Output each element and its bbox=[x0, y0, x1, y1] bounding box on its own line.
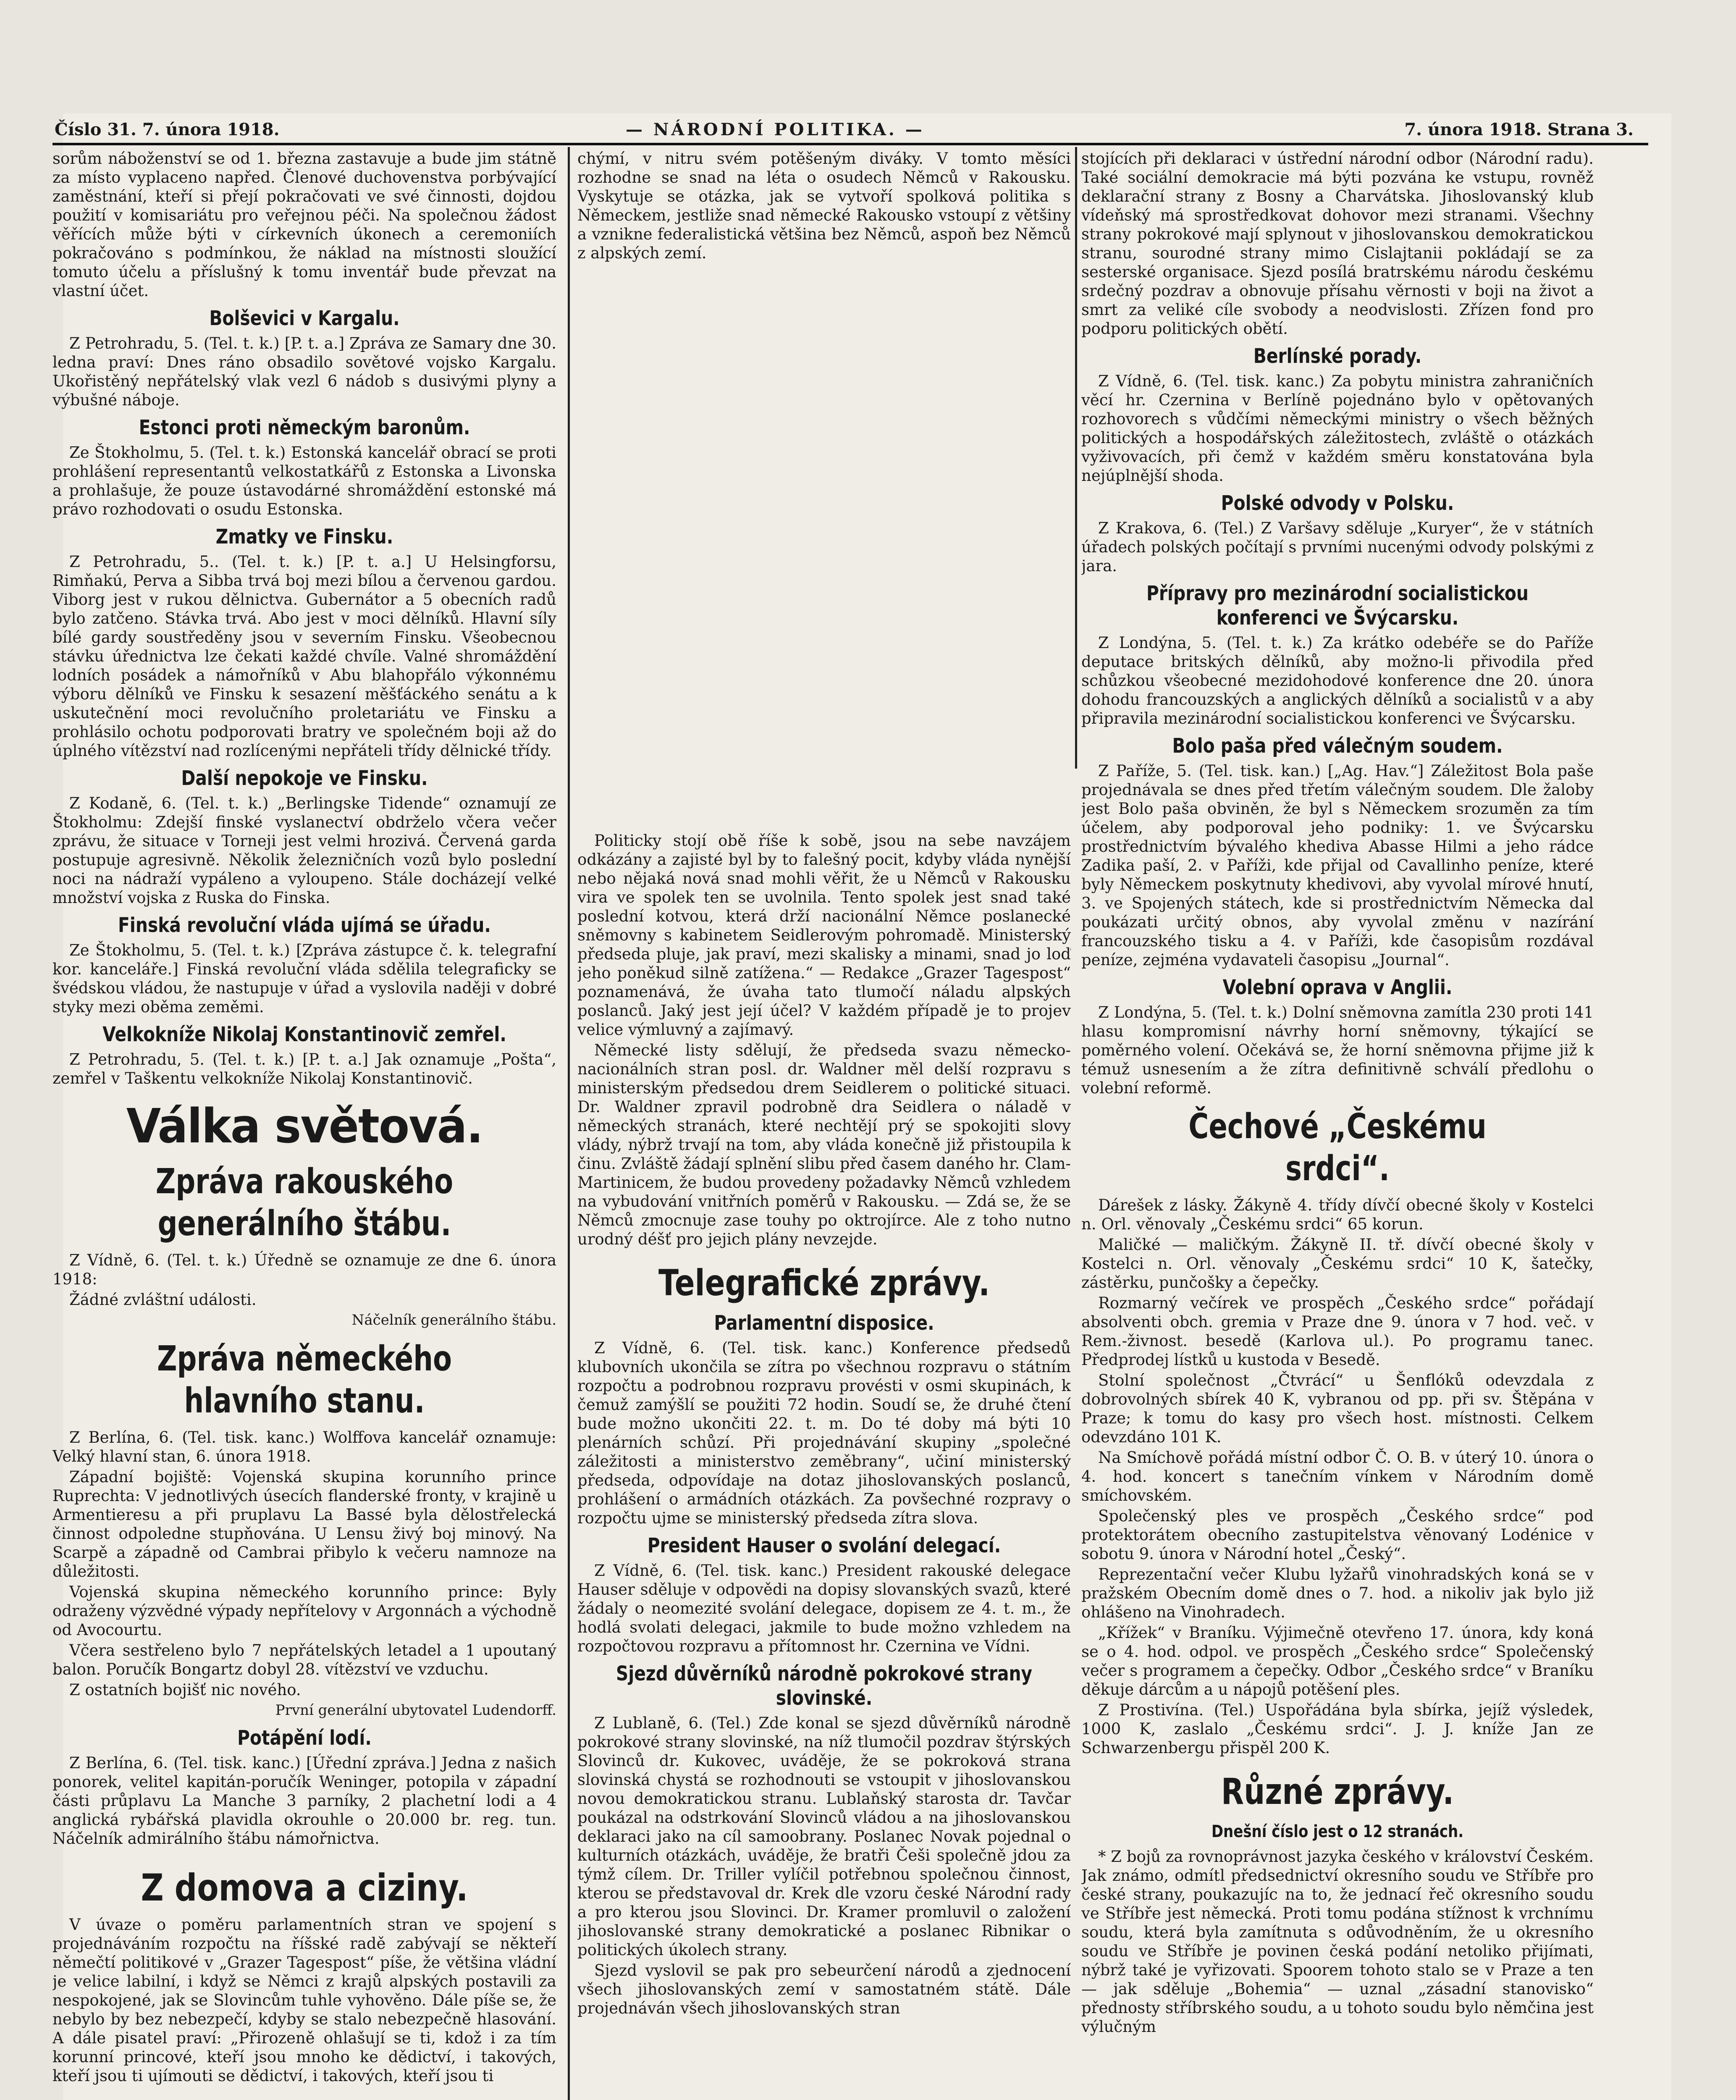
article-text: Z Krakova, 6. (Tel.) Z Varšavy sděluje „Kuryer“, že v státních úřadech polských počítají s prvními nucenými odvody polskými z jara. bbox=[1081, 519, 1594, 575]
headline: Přípravy pro mezinárodní socialistickou konferenci ve Švýcarsku. bbox=[1146, 582, 1529, 630]
article-text: Z Petrohradu, 5.. (Tel. t. k.) [P. t. a.] U Helsingforsu, Rimňakú, Perva a Sibba trvá boj mezi bílou a červenou gardou. Viborg jest v rukou dělnictva. Gubernátor a 5 obecních radů bylo zatčeno. Stávka trvá. Abo jest v moci dělníků. Hlavní síly bílé gardy soustředěny jsou v severním Finsku. Všeobecnou stávku úřednictva lze čekati každé chvíle. Valné shromáždění lodních posádek a námořníků v Abu blahopřálo výkonnému výboru dělníků ve Finsku k sesazení měšťáckého senátu a k uskutečnění moci revolučního proletariátu ve Finsku a prohlásilo ochotu podporovati bratry ve společném boji až do úplného vítězství nad rozlícenými nepřáteli třídy dělnické třídy. bbox=[52, 553, 556, 760]
article-text: Politicky stojí obě říše k sobě, jsou na sebe navzájem odkázány a zajisté byl by to falešný pocit, kdyby vláda nynější nebo nějaká nová snad mohli věřit, že u Němců v Rakousku vira ve spolek ten se uvolnila. Tento spolek jest snad také poslední kotvou, která drží nacionální Němce poslanecké sněmovny s kabinetem Seidlerovým pohromadě. Ministerský předseda pluje, jak praví, mezi skalisky a minami, snad jo loď jeho poněkud silně zatížena.“ — Redakce „Grazer Tagespost“ poznamenává, že úvaha tato tlumočí náladu alpských poslanců. Jaký jest její účel? V každém případě je to projev velice výmluvný a zajímavý. bbox=[577, 832, 1071, 1039]
article-text: Z Vídně, 6. (Tel. tisk. kanc.) President rakouské delegace Hauser sděluje v odpovědi na dopisy slovanských svazů, které žádaly o neomezité svolání delegace, dopisem ze 4. t. m., že hodlá svolati delegaci, jakmile to bude možno vzhledem na rozpočtovou rozpravu a přítomnost hr. Czernina ve Vídni. bbox=[577, 1562, 1071, 1655]
headline: Berlínské porady. bbox=[1253, 344, 1422, 368]
article-text: Ze Štokholmu, 5. (Tel. t. k.) Estonská kancelář obrací se proti prohlášení representantů velkostatkářů z Estonska a Livonska a prohlašuje, že pouze ústavodárné shromáždění estonské má právo rozhodovati o osudu Estonska. bbox=[52, 444, 556, 518]
blank-area bbox=[577, 264, 1071, 831]
article-text: Z Vídně, 6. (Tel. tisk. kanc.) Za pobytu ministra zahraničních věcí hr. Czernina v Berlíně pojednáno bylo v opětovaných rozhovorech s vůdčími německými ministry o všech běžných politických a hospodářských záležitostech, zvláště o otázkách vyživovacích, při čemž v každém směru konstatována byla nejúplnější shoda. bbox=[1081, 372, 1594, 485]
article-text: Německé listy sdělují, že předseda svazu německo-nacionálních stran posl. dr. Waldner měl delší rozpravu s ministerským předsedou drem Seidlerem o politické situaci. Dr. Waldner zpravil podrobně dra Seidlera o náladě v německých stranách, které nechtějí prý se spokojiti slovy vlády, nýbrž trvají na tom, aby vláda konečně již přistoupila k činu. Zvláště žádají splnění slibu před časem daného hr. Clam-Martinicem, že budou provedeny požadavky Němců vzhledem na vybudování vnitřních poměrů v Rakousku. — Zdá se, že se Němců zmocnuje zase touhy po oktrojírce. Ale z toho nutno urodný déšť pro jejich plány nevzejde. bbox=[577, 1041, 1071, 1248]
column-divider bbox=[568, 147, 570, 2100]
column-1 bbox=[52, 149, 556, 2100]
article-text: sorům náboženství se od 1. března zastavuje a bude jim státně za místo vyplaceno napřed. Členové duchovenstva porbývající zaměstnání, kteří si přejí pokračovati ve své činnosti, dojdou použití v komisariátu pro veřejnou péči. Na společnou žádost věřících může býti v církevních úkonech a ceremoniích pokračováno s podmínkou, že náklad na místnosti sloužící tomuto účelu a příslušný k tomu inventář bude převzat na vlastní účet. bbox=[52, 150, 556, 300]
header-rule bbox=[52, 143, 1648, 145]
article-text: stojících při deklaraci v ústřední národní odbor (Národní radu). Také sociální demokracie má býti pozvána ke vstupu, rovněž deklarační strany z Bosny a Charvátska. Jihoslovanský klub vídeňský má sprostředkovat dohovor mezi stranami. Všechny strany pokrokové mají splynout v jihoslovanskou demokratickou stranu, sourodné strany mimo Cislajtanii pokládají se za sesterské organisace. Sjezd posílá bratrskému národu českému srdečný pozdrav a obnovuje přísahu věrnosti v boji na život a smrt za veliké cíle svobody a neodvislosti. Zřízen fond pro podporu politických obětí. bbox=[1081, 150, 1594, 338]
article-text: Z Lublaně, 6. (Tel.) Zde konal se sjezd důvěrníků národně pokrokové strany slovinské, na níž tlumočil pozdrav štýrských Slovinců dr. Kukovec, uváděje, že se pokroková strana slovinská chystá se rozhodnouti se vstoupit v jihoslovanskou novou demokratickou stranu. Lublaňský starosta dr. Tavčar poukázal na odstrkování Slovinců vládou a na jihoslovanskou deklaraci jako na cíl samoobrany. Poslanec Novak pojednal o kulturních otázkách, uváděje, že bratři Češi společně jdou za týmž cílem. Dr. Triller vylíčil potřebnou společnou činnost, kterou se představoval dr. Krek dle vzoru české Národní rady a pro kterou jsou Slovinci. Dr. Kramer promluvil o založení jihoslovanské strany demokratické a poslanec Ribnikar o politických úkolech strany. bbox=[577, 1714, 1071, 1959]
article-text: Z Vídně, 6. (Tel. tisk. kanc.) Konference předsedů klubovních ukončila se zítra po všechnou rozpravu o státním rozpočtu a podrobnou rozpravu provésti v osmi skupinách, k čemuž zamýšlí se použiti 72 hodin. Soudí se, že druhé čtení bude možno ukončiti 22. t. m. Do té doby má býti 10 plenárních schůzí. Při projednávání skupiny „společné záležitosti a ministerstvo zeměbrany“, učiní ministerský předseda, odpovídaje na dotaz jihoslovanských poslanců, prohlášení o armádních otázkách. Za povšechné rozpravy o rozpočtu ujme se ministerský předseda zítra slova. bbox=[577, 1339, 1071, 1527]
section-subtitle: Zpráva německého hlavního stanu. bbox=[157, 1339, 452, 1421]
column-divider bbox=[1075, 147, 1077, 769]
section-title: Telegrafické zprávy. bbox=[658, 1262, 990, 1304]
headline: Bolo paša před válečným soudem. bbox=[1172, 734, 1503, 758]
headline: Potápění lodí. bbox=[237, 1726, 372, 1750]
issue-date: Číslo 31. 7. února 1918. bbox=[55, 120, 280, 139]
headline: Volební oprava v Anglii. bbox=[1222, 976, 1453, 999]
masthead: — NÁRODNÍ POLITIKA. — bbox=[626, 120, 925, 139]
article-text: Maličké — maličkým. Žákyně II. tř. dívčí obecné školy v Kostelci n. Orl. věnovaly „Českému srdci“ 10 K, šatečky, zástěrku, punčošky a čepečky. bbox=[1081, 1236, 1594, 1292]
article-text: Ze Štokholmu, 5. (Tel. t. k.) [Zpráva zástupce č. k. telegrafní kor. kanceláře.] Finská revoluční vláda sdělila telegraficky se švédskou vládou, že nastupuje v úřad a vyslovila naději v dobré styky mezi oběma zeměmi. bbox=[52, 941, 556, 1016]
article-text: Z Berlína, 6. (Tel. tisk. kanc.) [Úřední zpráva.] Jedna z našich ponorek, velitel kapitán-poručík Weninger, potopila v západní části průplavu La Manche 3 parníky, 2 plachetní lodi a 4 anglická rybářská plavidla okrouhle o 20.000 br. reg. tun. Náčelník admirálního štábu námořnictva. bbox=[52, 1754, 556, 1848]
section-title: Válka světová. bbox=[126, 1099, 483, 1154]
article-text: Z Londýna, 5. (Tel. t. k.) Dolní sněmovna zamítla 230 proti 141 hlasu kompromisní návrhy horní sněmovny, týkající se poměrného volení. Očekává se, že horní sněmovna přijme již k témuž usnesením a že zítra definitivně schválí předlohu o volební reformě. bbox=[1081, 1003, 1594, 1097]
article-text: * Z bojů za rovnoprávnost jazyka českého v království Českém. Jak známo, odmítl předsednictví okresního soudu ve Stříbře pro české strany, poukazujíc na to, že jednací řeč okresního soudu ve Stříbře jest německá. Proti tomu podána stížnost k vrchnímu soudu, která byla zamítnuta s odůvodněním, že u okresního soudu ve Stříbře je povinen česká podání netoliko přijímati, nýbrž také je vyřizovati. Spoorem tohoto stalo se v Praze a ten — jak sděluje „Bohemia“ — uznal „zásadní stanovisko“ přednosty stříbrského soudu, a u tohoto soudu bylo němčina jest výlučným bbox=[1081, 1848, 1594, 2036]
subheadline: Dnešní číslo jest o 12 stranách. bbox=[1211, 1822, 1464, 1841]
article-text: Z Petrohradu, 5. (Tel. t. k.) [P. t. a.] Jak oznamuje „Pošta“, zemřel v Taškentu velkokníže Nikolaj Konstantinovič. bbox=[52, 1050, 556, 1087]
article-text: Z Kodaně, 6. (Tel. t. k.) „Berlingske Tidende“ oznamují ze Štokholmu: Zdejší finské vyslanectví obdrželo včera večer zprávu, že situace v Torneji jest velmi hrozivá. Červená garda postupuje agresivně. Několik železničních vozů bylo poslední noci na nádraží vypáleno a vyloupeno. Stále docházejí velké množství vojska z Ruska do Finska. bbox=[52, 794, 556, 907]
article-text: Z Londýna, 5. (Tel. t. k.) Za krátko odebéře se do Paříže deputace britských dělníků, aby možno-li přivodila před schůzkou všeobecné mezidohodové konference dne 20. února dohodu francouzských a anglických dělníků a socialistů v a aby připravila mezinárodní socialistickou konferenci ve Švýcarsku. bbox=[1081, 634, 1594, 727]
headline: President Hauser o svolání delegací. bbox=[647, 1534, 1001, 1557]
article-text: Z Petrohradu, 5. (Tel. t. k.) [P. t. a.] Zpráva ze Samary dne 30. ledna praví: Dnes ráno obsadilo sovětové vojsko Kargalu. Ukořistěný nepřátelský vlak vezl 6 nádob s dusivými plyny a výbušné náboje. bbox=[52, 334, 556, 409]
headline: Estonci proti německým baronům. bbox=[139, 416, 470, 439]
headline: Další nepokoje ve Finsku. bbox=[181, 766, 428, 790]
article-text: Na Smíchově pořádá místní odbor Č. O. B. v úterý 10. února o 4. hod. koncert s tanečním vínkem v Národním domě smíchovském. bbox=[1081, 1449, 1594, 1504]
signature: První generální ubytovatel Ludendorff. bbox=[275, 1702, 556, 1719]
article-text: Z Berlína, 6. (Tel. tisk. kanc.) Wolffova kancelář oznamuje: Velký hlavní stan, 6. února 1918. bbox=[52, 1428, 556, 1465]
headline: Polské odvody v Polsku. bbox=[1221, 491, 1454, 515]
article-text: Dárešek z lásky. Žákyně 4. třídy dívčí obecné školy v Kostelci n. Orl. věnovaly „Českému srdci“ 65 korun. bbox=[1081, 1196, 1594, 1233]
section-title: Různé zprávy. bbox=[1221, 1771, 1454, 1813]
article-text: Včera sestřeleno bylo 7 nepřátelských letadel a 1 upoutaný balon. Poručík Bongartz dobyl 28. vítězství ve vzduchu. bbox=[52, 1641, 556, 1678]
column-3 bbox=[1081, 149, 1594, 2100]
section-subtitle: Zpráva rakouského generálního štábu. bbox=[155, 1162, 454, 1244]
article-text: Vojenská skupina německého korunního prince: Byly odraženy výzvědné výpady nepřítelovy v Argonnách a východně od Avocourtu. bbox=[52, 1583, 556, 1639]
section-title: Z domova a ciziny. bbox=[141, 1866, 468, 1909]
article-text: Žádné zvláštní události. bbox=[69, 1291, 257, 1309]
article-text: Rozmarný večírek ve prospěch „Českého srdce“ pořádají absolventi obch. gremia v Praze dne 9. února v 7 hod. več. v Rem.-živnost. besedě (Karlova ul.). Po programu tanec. Předprodej lístků u kustoda v Besedě. bbox=[1081, 1294, 1594, 1369]
headline: Zmatky ve Finsku. bbox=[215, 525, 393, 549]
signature: Náčelník generálního štábu. bbox=[351, 1312, 556, 1328]
page-number: 7. února 1918. Strana 3. bbox=[1404, 120, 1634, 139]
article-text: Stolní společnost „Čtvrácí“ u Šenflóků odevzdala z dobrovolných sbírek 40 K, vybranou od pp. při sv. Štěpána v Praze; k tomu do kasy pro všech host. místnosti. Celkem odevzdáno 101 K. bbox=[1081, 1371, 1594, 1446]
headline: Sjezd důvěrníků národně pokrokové strany slovinské. bbox=[616, 1662, 1033, 1710]
article-text: V úvaze o poměru parlamentních stran ve spojení s projednáváním rozpočtu na říšské radě zabývají se někteří němečtí politikové v „Grazer Tagespost“ píše, že většina vládní je velice labilní, i když se Němci z krajů alpských postavili za nespokojené, jak se Slovincům tuhle vyhověno. Dále píše se, že nebylo by bez nebezpečí, kdyby se stalo nebezpečně hlasování. A dále pisatel praví: „Přirozeně ohlašují se ti, kdož i za tím korunní princové, kteří jsou mnoho ke dědictví, i takových, kteří jsou ti ujímouti se dědictví, i takových, kteří jsou ti bbox=[52, 1916, 556, 2085]
article-text: Z Prostivína. (Tel.) Uspořádána byla sbírka, jejíž výsledek, 1000 K, zaslalo „Českému srdci“. J. J. kníže Jan ze Schwarzenbergu přispěl 200 K. bbox=[1081, 1701, 1594, 1757]
page-header bbox=[55, 120, 1650, 145]
headline: Velkokníže Nikolaj Konstantinovič zemřel. bbox=[102, 1023, 506, 1046]
article-text: chýmí, v nitru svém potěšeným diváky. V tomto měsíci rozhodne se snad na léta o osudech Němců v Rakousku. Vyskytuje se otázka, jak se vytvoří spolková politika s Německem, jestliže snad německé Rakousko vstoupí z většiny a vznikne federalistická většina bez Němců, aspoň bez Němců z alpských zemí. bbox=[577, 150, 1071, 262]
section-title: Čechové „Českému srdci“. bbox=[1188, 1107, 1487, 1189]
article-text: Společenský ples ve prospěch „Českého srdce“ pod protektorátem obecního zastupitelstva věnovaný Lodénice v sobotu 9. února v Národní hotel „Český“. bbox=[1081, 1507, 1594, 1563]
article-text: Sjezd vyslovil se pak pro sebeurčení národů a zjednocení všech jihoslovanských zemí v samostatném státě. Dále projednáván všech jihoslovanských stran bbox=[577, 1961, 1071, 2017]
article-text: Z ostatních bojišť nic nového. bbox=[69, 1681, 301, 1699]
article-text: Reprezentační večer Klubu lyžařů vinohradských koná se v pražském Obecním domě dnes o 7. hod. a nikoliv jak bylo již ohlášeno na Vinohradech. bbox=[1081, 1565, 1594, 1621]
article-text: Z Paříže, 5. (Tel. tisk. kan.) [„Ag. Hav.“] Záležitost Bola paše projednávala se dnes před třetím válečným soudem. Dle žaloby jest Bolo paša obviněn, že byl s Německem srozuměn za tím účelem, aby podporoval jeho podniky: 1. ve Švýcarsku prostřednictvím bývalého khediva Abasse Hilmi a jeho rádce Zadika paší, 2. v Paříži, kde přijal od Cavallinho peníze, které byly Německem poskytnuty khedivovi, aby vyvolal mírové hnutí, 3. ve Spojených státech, kde si prostřednictvím Německa dal poukázati určitý obnos, aby vyvolal změnu v nazírání francouzského tisku a 4. v Paříži, kde časopisům rozdával peníze, zejména vydavateli časopisu „Journal“. bbox=[1081, 762, 1594, 969]
headline: Bolševici v Kargalu. bbox=[209, 307, 400, 330]
article-text: „Křížek“ v Braníku. Výjimečně otevřeno 17. února, kdy koná se o 4. hod. odpol. ve prospěch „Českého srdce“ Společenský večer s programem a čepečky. Odbor „Českého srdce“ v Braníku děkuje dárcům a u nápojů potěšení ples. bbox=[1081, 1624, 1594, 1698]
headline: Finská revoluční vláda ujímá se úřadu. bbox=[118, 914, 491, 937]
column-2 bbox=[577, 149, 1071, 2100]
article-text: Z Vídně, 6. (Tel. t. k.) Úředně se oznamuje ze dne 6. února 1918: bbox=[52, 1251, 556, 1288]
headline: Parlamentní disposice. bbox=[714, 1311, 934, 1335]
article-text: Západní bojiště: Vojenská skupina korunního prince Ruprechta: V jednotlivých úsecích flanderské fronty, v krajině u Armentieresu a při pruplavu La Bassé byla dělostřelecká činnost odpoledne stupňována. U Lensu živý boj minový. Na Scarpě a západně od Cambrai přibylo k večeru namnoze na důležitosti. bbox=[52, 1468, 556, 1580]
